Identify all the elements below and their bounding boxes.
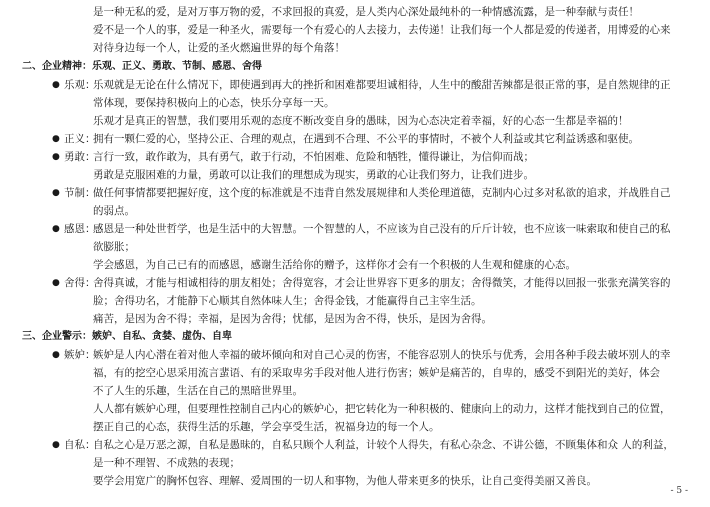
- bullet-icon: ●: [52, 188, 60, 198]
- temperance-line-1: 做任何事情都要把握好度，这个度的标准就是不违背自然发展规律和人类伦理道德，克制内心过多对私欲的追求，并战胜自己: [93, 187, 671, 199]
- gratitude-line-3: 学会感恩，为自己已有的而感恩，感谢生活给你的赠予，这样你才会有一个积极的人生观和健康的心态。: [93, 259, 576, 271]
- intro-line-3: 对待身边每一个人，让爱的圣火燃遍世界的每个角落！: [93, 42, 345, 54]
- letgo-line-1: 舍得真诚，才能与相诚相待的朋友相处；舍得宽容，才会让世界容下更多的朋友；舍得微笑，才能得以回报一张张充满笑容的: [93, 277, 671, 289]
- optimism-line-1: 乐观就是无论在什么情况下，即使遇到再大的挫折和困难都要坦诚相待，人生中的酸甜苦辣都是很正常的事，是自然规律的正: [93, 79, 671, 91]
- jealousy-line-4: 人人都有嫉妒心理，但要理性控制自己内心的嫉妒心，把它转化为一种积极的、健康向上的动力，这样才能找到自己的位置，: [93, 403, 671, 415]
- optimism-label: 乐观：: [64, 79, 96, 91]
- temperance-line-2: 的弱点。: [93, 205, 135, 217]
- gratitude-line-2: 欲膨胀；: [93, 241, 135, 253]
- section-3-heading: 三、企业警示：嫉妒、自私、贪婪、虚伪、自卑: [22, 331, 232, 342]
- bullet-icon: ●: [52, 440, 60, 450]
- courage-line-1: 言行一致，敢作敢为，具有勇气，敢于行动，不怕困难、危险和牺牲，懂得谦让，为信仰而战；: [93, 151, 534, 163]
- jealousy-line-2: 福，有的挖空心思采用流言蜚语、有的采取卑劣手段对他人进行伤害；嫉妒是痛苦的，自卑的，感受不到阳光的美好，体会: [93, 367, 660, 379]
- justice-label: 正义：: [64, 133, 96, 145]
- jealousy-line-5: 摆正自己的心态，获得生活的乐趣，学会享受生活，祝福身边的每一个人。: [93, 421, 440, 433]
- letgo-line-3: 痛苦，是因为舍不得；幸福，是因为舍得；忧郁，是因为舍不得，快乐，是因为舍得。: [93, 313, 492, 325]
- gratitude-line-1: 感恩是一种处世哲学，也是生活中的大智慧。一个智慧的人，不应该为自己没有的斤斤计较，也不应该一味索取和使自己的私: [93, 223, 671, 235]
- intro-line-1: 是一种无私的爱，是对万事万物的爱，不求回报的真爱，是人类内心深处最纯朴的一种情感流露，是一种奉献与责任！: [93, 6, 639, 18]
- bullet-icon: ●: [52, 224, 60, 234]
- optimism-line-3: 乐观才是真正的智慧，我们要用乐观的态度不断改变自身的愚昧，因为心态决定着幸福，好的心态一生都是幸福的！: [93, 115, 629, 127]
- optimism-line-2: 常体现，要保持积极向上的心态，快乐分享每一天。: [93, 97, 335, 109]
- courage-line-2: 勇敢是克服困难的力量，勇敢可以让我们的理想成为现实，勇敢的心让我们努力，让我们进步。: [93, 169, 534, 181]
- bullet-icon: ●: [52, 152, 60, 162]
- bullet-icon: ●: [52, 134, 60, 144]
- gratitude-label: 感恩：: [64, 223, 96, 235]
- selfish-line-2: 是一种不理智、不成熟的表现；: [93, 457, 240, 469]
- section-2-heading: 二、企业精神：乐观、正义、勇敢、节制、感恩、舍得: [22, 61, 262, 72]
- jealousy-line-1: 嫉妒是人内心潜在着对他人幸福的破坏倾向和对自己心灵的伤害，不能容忍别人的快乐与优秀，会用各种手段去破坏别人的幸: [93, 349, 671, 361]
- jealousy-line-3: 不了人生的乐趣，生活在自己的黑暗世界里。: [93, 385, 303, 397]
- courage-label: 勇敢：: [64, 151, 96, 163]
- bullet-icon: ●: [52, 80, 60, 90]
- page-number: - 5 -: [670, 486, 688, 496]
- selfish-line-3: 要学会用宽广的胸怀包容、理解、爱周围的一切人和事物，为他人带来更多的快乐，让自己变得美丽又善良。: [93, 475, 597, 487]
- bullet-icon: ●: [52, 350, 60, 360]
- selfish-line-1: 自私之心是万恶之源，自私是愚昧的，自私只顾个人利益，计较个人得失，有私心杂念、不讲公德，不顾集体和众 人的利益，: [93, 439, 674, 451]
- temperance-label: 节制：: [64, 187, 96, 199]
- bullet-icon: ●: [52, 278, 60, 288]
- letgo-line-2: 脸；舍得功名，才能静下心顺其自然体味人生；舍得金钱，才能赢得自己主宰生活。: [93, 295, 482, 307]
- jealousy-label: 嫉妒：: [64, 349, 96, 361]
- justice-line-1: 拥有一颗仁爱的心，坚持公正、合理的观点，在遇到不合理、不公平的事情时，不被个人利益或其它利益诱惑和驱使。: [93, 133, 639, 145]
- intro-line-2: 爱不是一个人的事，爱是一种圣火，需要每一个有爱心的人去接力，去传递！让我们每一个人都是爱的传递者，用博爱的心来: [93, 24, 671, 36]
- selfish-label: 自私：: [64, 439, 96, 451]
- letgo-label: 舍得：: [64, 277, 96, 289]
